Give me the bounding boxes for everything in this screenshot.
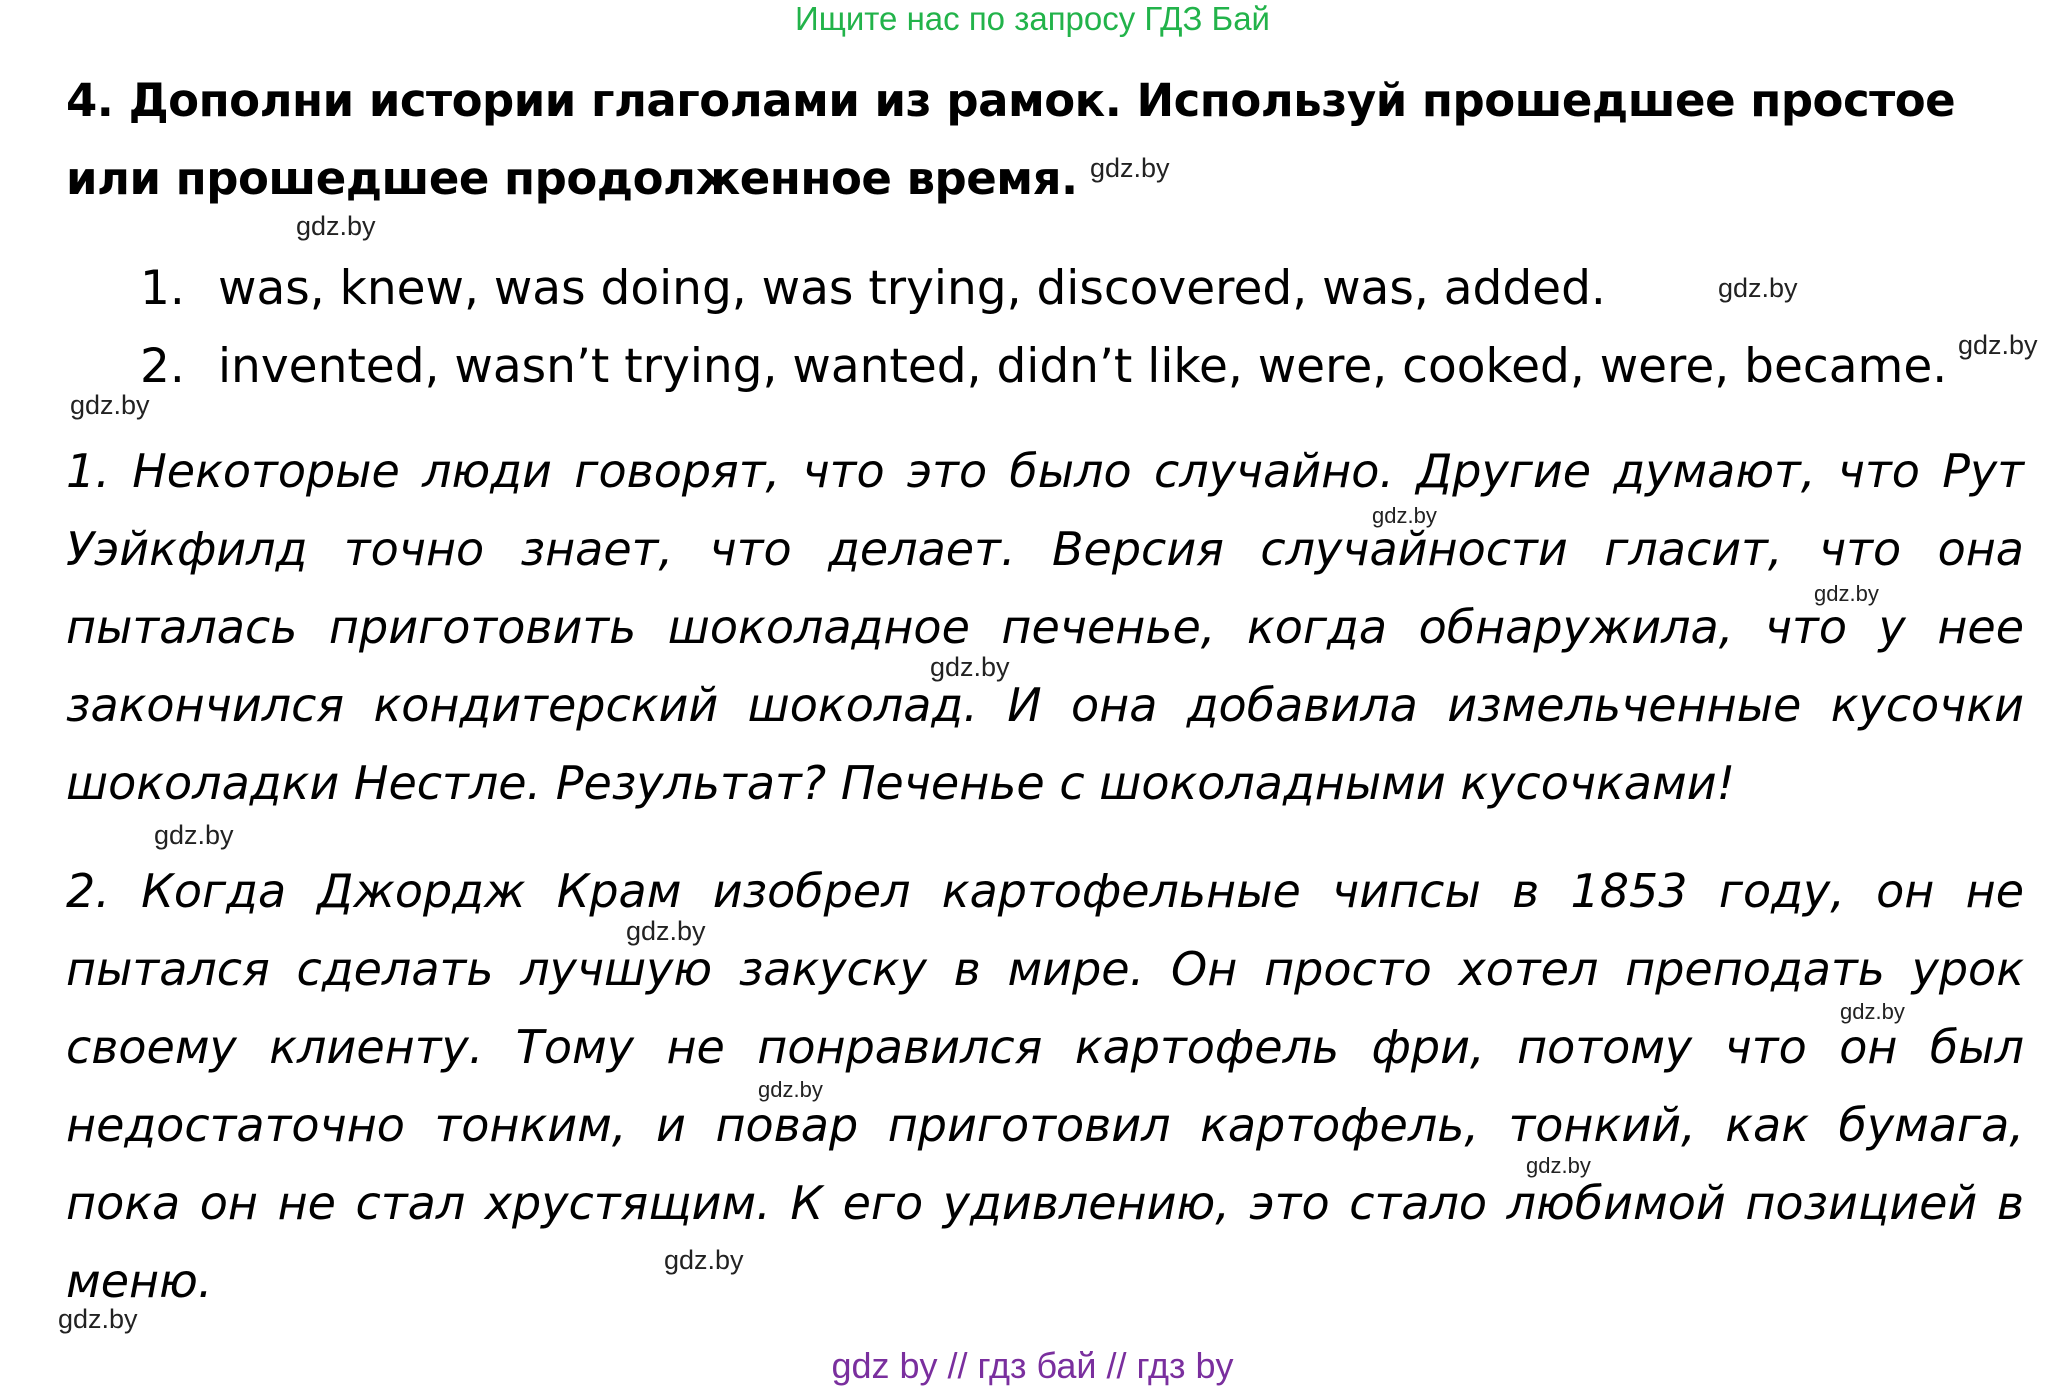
answer-text: invented, wasn’t trying, wanted, didn’t like, were, cooked, were, became. — [218, 339, 1948, 394]
watermark: gdz.by — [58, 1304, 138, 1334]
answer-item-2 — [140, 328, 2000, 406]
watermark: gdz.by — [758, 1077, 823, 1102]
watermark: gdz.by — [1958, 330, 2038, 360]
watermark: gdz.by — [626, 916, 706, 946]
watermark: gdz.by — [154, 820, 234, 850]
watermark: gdz.by — [70, 390, 150, 420]
watermark: gdz.by — [1090, 153, 1170, 183]
watermark: gdz.by — [296, 211, 376, 241]
story-translation-1: 1. Некоторые люди говорят, что это было случайно. Другие думают, что Рут Уэйкфилд точно знает, что делает. Версия случайности гласит, что она пыталась приготовить шоколадное печенье, когда обнаружила, что у нее закончился кондитерский шоколад. И она добавила измельченные кусочки шоколадки Нестле. Результат? Печенье с шоколадными кусочками! — [66, 444, 2024, 810]
answer-number: 2. — [140, 339, 185, 394]
answer-number: 1. — [140, 261, 185, 316]
watermark: gdz.by — [1372, 503, 1437, 528]
watermark: gdz.by — [1526, 1153, 1591, 1178]
footer-links: gdz by // гдз бай // гдз by — [831, 1345, 1234, 1386]
watermark: gdz.by — [1814, 581, 1879, 606]
task-title: 4. Дополни истории глаголами из рамок. Используй прошедшее простое или прошедшее продолженное время. — [66, 74, 1956, 205]
watermark: gdz.by — [1840, 999, 1905, 1024]
watermark: gdz.by — [664, 1245, 744, 1275]
watermark: gdz.by — [930, 652, 1010, 682]
answer-text: was, knew, was doing, was trying, discovered, was, added. — [218, 261, 1606, 316]
story-translation-2: 2. Когда Джордж Крам изобрел картофельные чипсы в 1853 году, он не пытался сделать лучшую закуску в мире. Он просто хотел преподать урок своему клиенту. Тому не понравился картофель фри, потому что он был недостаточно тонким, и повар приготовил картофель, тонкий, как бумага, пока он не стал хрустящим. К его удивлению, это стало любимой позицией в меню. — [66, 864, 2024, 1308]
top-banner: Ищите нас по запросу ГДЗ Бай — [795, 0, 1270, 37]
watermark: gdz.by — [1718, 273, 1798, 303]
